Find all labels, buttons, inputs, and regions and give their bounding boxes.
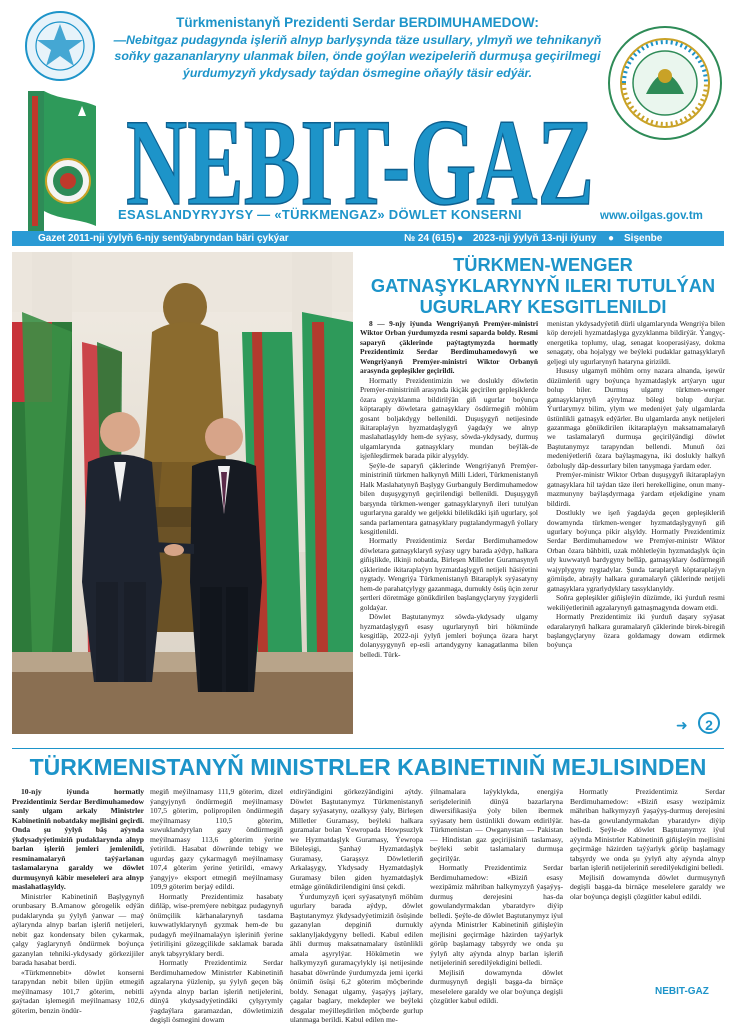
article1-paragraph: Hormatly Prezidentimiz Serdar Berdimuhamedow döwletara gatnaşyklaryň syýasy ugry barada aýdyp, halkara giňişlikde, ilkinji nobatda, Birleşen Milletler Guramasynyň çäklerinde ikitaraplaýyn hyzmatdaşlygyň netijeli häsiýetini nygtady. Wengriýa Türkmenistanyň Bitaraplyk syýasatyny hem-de parahatçylygy gazanmaga, durnukly ösüş üçin zerur şertleri döretmäge gönükdirilen başlangyçlaryny ýzygiderli goldaýar. (360, 536, 538, 612)
leaders-handshake-photo (12, 252, 353, 734)
quote-body: —Nebitgaz pudagynda işleriň alnyp barlyşynda täze usullary, ylmyň we tehnikanyň soňky gazananlaryny ulanmak bilen, önde goýlan wezipeleriň durmuşa geçirilmegi ýurdumyzyň ykdysady taýdan ösmegine oňaýly täsir edýär. (113, 33, 602, 80)
article2-paragraph: megiň meýilnamasy 111,9 göterim, dizel ýangyjynyň öndürmegiň meýilnamasy 107,5 göterim, polipropilen öndürmegiň meýilnamasy 110,5 göterim, suwuklandyrylan gazy öndürmegiň meýilnamasy 113,6 göterim ýerine ýetirildi. Hasabat döwründe tebigy we ugurdaş gazy çykarmagyň meýilnamasy 107,4 göterim ýerine ýetirildi, «mawy ýangyjy» eksport etmegiň meýilnamasy 109,9 göterim berjaý edildi. (150, 787, 283, 891)
footer-logo: NEBIT-GAZ (655, 986, 709, 997)
bullet-icon: ● (457, 233, 464, 244)
article2-paragraph: Ministrler Kabinetiniň Başlygynyň orunbasary B.Amanow görogelik edýän pudaklarynda şu ýylyň ýanwar — maý aýlarynda alnyp barlan işleriň netijeleri, nebit gaz kondensaty bilen çykarmak, çalgy ýaglarynyň öndürmek boýunça gazanylan tehniki-ykdysady görkezijiler barada hasabat berdi. (12, 891, 144, 967)
issue-weekday: Sişenbe (624, 233, 663, 244)
article1-paragraph: Dostlukly we işeň ýagdaýda geçen gepleşikleriň dowamynda türkmen-wenger hyzmatdaşlygynyň giň ugurlary boýunça pikir alşyldy. Hormatly Prezidentimiz Serdar Berdimuhamedow we Premýer-ministr Wiktor Orban özara bähbitli, uzak möhletleýin hyzmatdaşlyk üçin uly kuwwatyň bardygyny belläp, gatnaşyklary ösdürmegiň wajyplygyny nygtadylar. Şunda taraplaryň köptaraplaýyn görnüşde, abraýly halkara guramalaryň çäklerinde netijeli gatnaşyklara ygrarlydyklary tassyklanyldy. (547, 508, 725, 593)
article2-paragraph: Hormatly Prezidentimiz Serdar Berdimuhamedow: «Biziň esasy wezipämiz mähriban halkymyzyň ýaşaýyş-durmuş derejesini has-da gowulandyrmakdan ybaratdyr» diýip belledi. Şeýle-de döwlet Baştutanymyz iýul aýynda Ministrler Kabinetiniň giňişleýin mejlisini geçirmäge häzirden taýýarlyk görüp başlamagy tabşyrdy we onda şu ýylyň alty aýynda alnyp barlan işleriň netijeleriniň seredilýekdigini belledi. (430, 863, 563, 967)
article2-paragraph: Hormatly Prezidentimiz Serdar Berdimuhamedow Ministrler Kabinetiniň agzalaryna ýüzlenip, şu ýylyň geçen bäş aýynda alnyp barlan işleriň netijelerini, dünýä ykdysadyýetindäki çylşyrymly ýagdaýlara garamazdan, döwletimiziň degişli ösmegini dowam (150, 958, 283, 1024)
article1-paragraph: Hususy ulgamyň möhüm orny nazara alnanda, işewür düzümleriň ugry boýunça hyzmatdaşlyk artýaryn ugur bolup biler. Durmuş ulgamy türkmen-wenger gatnaşyklarynyň aýrylmaz bölegi bolup durýar. Ýurtlarymyz bilim, ylym we medeniýet ýaly ulgamlarda üstünlikli gatnaşyk edýärler. Bu ulgamlarda anyk netijeleri gazanmaga gönükdirilen ikitaraplaýyn maksatnamalaryň we taslamalaryň durmuşa geçirilýändigi döwlet Baştutanymyz tarapyndan bellendi. Munuň özi medeniýetleriň özara baýlaşmagyna, iki doslukly halkyň özboluşly däp-dessurlary bilen tanyşmaga ýardam eder. (547, 366, 725, 470)
article1-lead: 8 — 9-njy iýunda Wengriýanyň Premýer-ministri Wiktor Orban ýurdumyzda resmi saparda boldy. Resmi saparyň çäklerinde paýtagtymyzda hormatly Prezidentimiz Serdar Berdimuhamedowyň we Wengriýanyň Premýer-ministri Wiktor Orbanyň arasynda gepleşikler geçirildi. (360, 319, 538, 376)
article2-paragraph: ýilnamalara laýyklykda, energiýa serişdeleriniň dünýä bazarlaryna diwersifikasiýa ýoly bilen ibermek syýasaty hem üstünlikli dowam etdirilýär. Türkmenistan — Owganystan — Pakistan — Hindistan gaz geçirijisiniň taslamasy, beýleki sebit taslamalary durmuşa geçirilýär. (430, 787, 563, 863)
issue-info-bar (12, 231, 724, 246)
article2-column-1 (12, 787, 144, 1015)
quote-title: Türkmenistanyň Prezidenti Serdar BERDIMUHAMEDOW: (176, 15, 539, 30)
article1-paragraph: Döwlet Baştutanymyz söwda-ykdysady ulgamy hyzmatdaşlygyň esasy ugurlarynyň biri hökmünde kesgitläp, 2022-nji ýylyň jemleri boýunça özara haryt dolanyşygynyň ep-esli artandygyny kanagatlanma bilen belledi. Türk- (360, 612, 538, 659)
article2-paragraph: Mejlisiň dowamynda döwlet durmuşynyň degişli başga-da birnäçe meselelere garaldy we olar boýunça degişli çözgütler kabul edildi. (570, 872, 725, 901)
continue-arrow-icon: ➜ (676, 718, 688, 734)
article1-paragraph: Premýer-ministr Wiktor Orban duşuşygyň ikitaraplaýyn gatnaşyklara hil taýdan täze ileri herekelligine, onun many-mazmunyny baýlaşdyrmaga ýardam etjekdigine ynam bildirdi. (547, 470, 725, 508)
president-quote (113, 14, 602, 81)
article1-paragraph: menistan ykdysadyýetiň dürli ulgamlarynda Wengriýa bilen köp derejeli hyzmatdaşlyga gyzyklanma bildirýär. Ýangyç-energetika toplumy, ulag, senagat kooperasiýasy, dokma senagaty, oba hojalygy we beýleki pudaklar gatnaşyklaryň geljegi uly ugurlarynyň hataryna girizildi. (547, 319, 725, 366)
article2-paragraph: Mejlisiň dowamynda döwlet durmuşynyň degişli başga-da birnäçe meselelere garaldy we olar boýunça degişli çözgütler kabul edildi. (430, 967, 563, 1005)
article2-column-5 (570, 787, 725, 984)
article2-lead: 10-njy iýunda hormatly Prezidentimiz Serdar Berdimuhamedow sanly ulgam arkaly Ministrler Kabinetiniň nobatdaky mejlisini geçirdi. Onda şu ýylyň bäş aýynda ýkdysadyýetimiziň pudaklarynda alnyp barlan işleriň jemleri jemlenildi, resminamalaryň taýýarlanan taslamalaryna garaldy we döwlet durmuşynyň käbir meseleleri ara alnyp maslahatlaşyldy. (12, 787, 144, 891)
website-link[interactable]: www.oilgas.gov.tm (600, 210, 703, 222)
article2-column-3 (290, 787, 423, 1024)
turkmenistan-emblem-flag-icon (8, 6, 108, 236)
article2-paragraph: Hormatly Prezidentimiz Serdar Berdimuhamedow: «Biziň esasy wezipämiz mähriban halkymyzyň ýaşaýyş-durmuş derejesini has-da gowulandyrmakdan ybaratdyr» diýip belledi. Şeýle-de döwlet Baştutanymyz iýul aýynda Ministrler Kabinetiniň giňişleýin mejlisini geçirmäge häzirden taýýarlyk görüp başlamagy tabşyrdy we onda şu ýylyň alty aýynda alnyp barlan işleriň netijeleriniň seredilýekdigini belledi. (570, 787, 725, 872)
continued-page-badge[interactable]: 2 (698, 712, 720, 734)
article2-paragraph: «Türkmennebit» döwlet konserni tarapyndan nebit bilen üpjün etmegiň meýilnamasy 101,7 göterim, nebitli gaýtadan işlemegiň meýilnamasy 102,6 göterim, benzin öndür- (12, 967, 144, 1015)
article2-column-2 (150, 787, 283, 1024)
article2-column-4 (430, 787, 563, 1005)
publisher-line: ESASLANDYRYJYSY — «TÜRKMENGAZ» DÖWLET KONSERNI (118, 207, 522, 222)
article1-paragraph: Soňra gepleşikler giňişleýin düzümde, iki ýurduň resmi wekiliýetleriniň agzalarynyň gatnaşmagynda dowam etdi. (547, 593, 725, 612)
logo-text: NEBIT-GAZ (126, 94, 594, 231)
article1-column-1 (360, 319, 538, 739)
article2-paragraph: Hormatly Prezidentimiz hasabaty diňläp, wise-premýere nebitgaz pudagynyň önümçilik kärhanalarynyň tasdama kuwwatlyklarynyň gyzmak hem-de bu pudagyň meýilnamalaýyn işleriniň ýerine ýetirilişini gözegçilikde saklamak barada anyk tabşyryklary berdi. (150, 891, 283, 958)
anniversary-seal-icon (606, 24, 724, 142)
bullet-icon: ● (608, 233, 615, 244)
article1-paragraph: Hormatly Prezidentimizin we doslukly döwletin Premýer-ministriniň arasynda ikiçäk geçirilen gepleşiklerde özara gyzyklanma bildirilýän giň ugurlar boýunça köptaraply döwletara gatnaşyklary ösdürmegiň möhüm gosant boljakdygy bellenildi. Duşuşygyň netijesinde ikitaraplaýyn hyzmatdaşlygyň ýagdaýy we alnyp maslahatlaşyldy hem-de syýasy, söwda-ykdysady, durmuş ulgamlarynda gatnaşyklary mundan beýläk-de işjeňleşdirmek barada pikir alyşyldy. (360, 375, 538, 461)
article1-headline: TÜRKMEN-WENGER GATNAŞYKLARYNYŇ ILERI TUTULÝAN UGURLARY KESGITLENILDI (370, 254, 716, 317)
section-divider (12, 748, 724, 749)
issue-date: 2023-nji ýylyň 13-nji iýuny (473, 233, 597, 244)
article2-paragraph: etdirýändigini görkezýändigini aýtdy. Döwlet Baştutanymyz Türkmenistanyň daşary syýasatyny, ozalkysy ýaly, Birleşen Milletler Guramasy, beýleki halkara guramalar bolan Ýewropada Howpsuzlyk we Hyzmatdaşlyk Guramasy, Ýewropa Bileleşigi, Şanhaý Hyzmatdaşlyk Guramasy, Garaşsyz Döwletleriň Arkalaşygy, Ykdysady Hyzmatdaşlyk Guramasy bilen giden hyzmatdaşlyk etmäge gönükdirilendigini ünsi çekdi. (290, 787, 423, 891)
article2-paragraph: Ýurdumyzyň içeri syýasatynyň möhüm ugurlary barada aýdyp, döwlet Baştutanymyz ýkdysadyýetimiziň ösüşinde gazanylan depginiň durnukly saklanyljakdygyny belledi. Kabul edilen ähli durmuş maksatnamalary üstünlikli amala aşyrylýar. Hökümetin we halkymyzyň guramaçylykly işi netijesinde hasabat döwründe ýurdumyzda jemi içerki önümiň ösüşi 6,2 göterim möçberinde boldy. Senagat ulgamy, ýaşaýyş jaýlary, çagalar baglary, mekdepler we beýleki desgalar meýilleşdirilen möçberde gurlup ulanmaga berildi. Kabul edilen me- (290, 891, 423, 1024)
article1-column-2 (547, 319, 725, 739)
article2-headline: TÜRKMENISTANYŇ MINISTRLER KABINETINIŇ MEJLISINDEN (29, 754, 707, 780)
article1-paragraph: Hormatly Prezidentimiz iki ýurduň daşary syýasat edaralarynyň halkara guramalaryň çäklerinde birek-biregiň başlangyçlaryny özara goldamagy dowam etdirmek boýunça (547, 612, 725, 650)
issue-number: № 24 (615) (404, 233, 456, 244)
publication-since: Gazet 2011-nji ýylyň 6-njy sentýabryndan bäri çykýar (38, 233, 289, 244)
article1-paragraph: Şeýle-de saparyň çäklerinde Wengriýanyň Premýer-ministriniň türkmen halkynyň Milli Lideri, Türkmenistanyň Halk Maslahatynyň Başlygy Gurbanguly Berdimuhamedow bilen duşuşygynyň geçirilendigi bellenildi. Duşuşygyň barşynda türkmen-wenger gatnaşyklarynyň ileri tutulýan ugurlaryna garaldy we geljekki bilelikdäki işiň ugurlary, şol sanda parlamentara gatnaşyklary pugtalandyrmagyň ýollary kesgitlenildi. (360, 460, 538, 536)
